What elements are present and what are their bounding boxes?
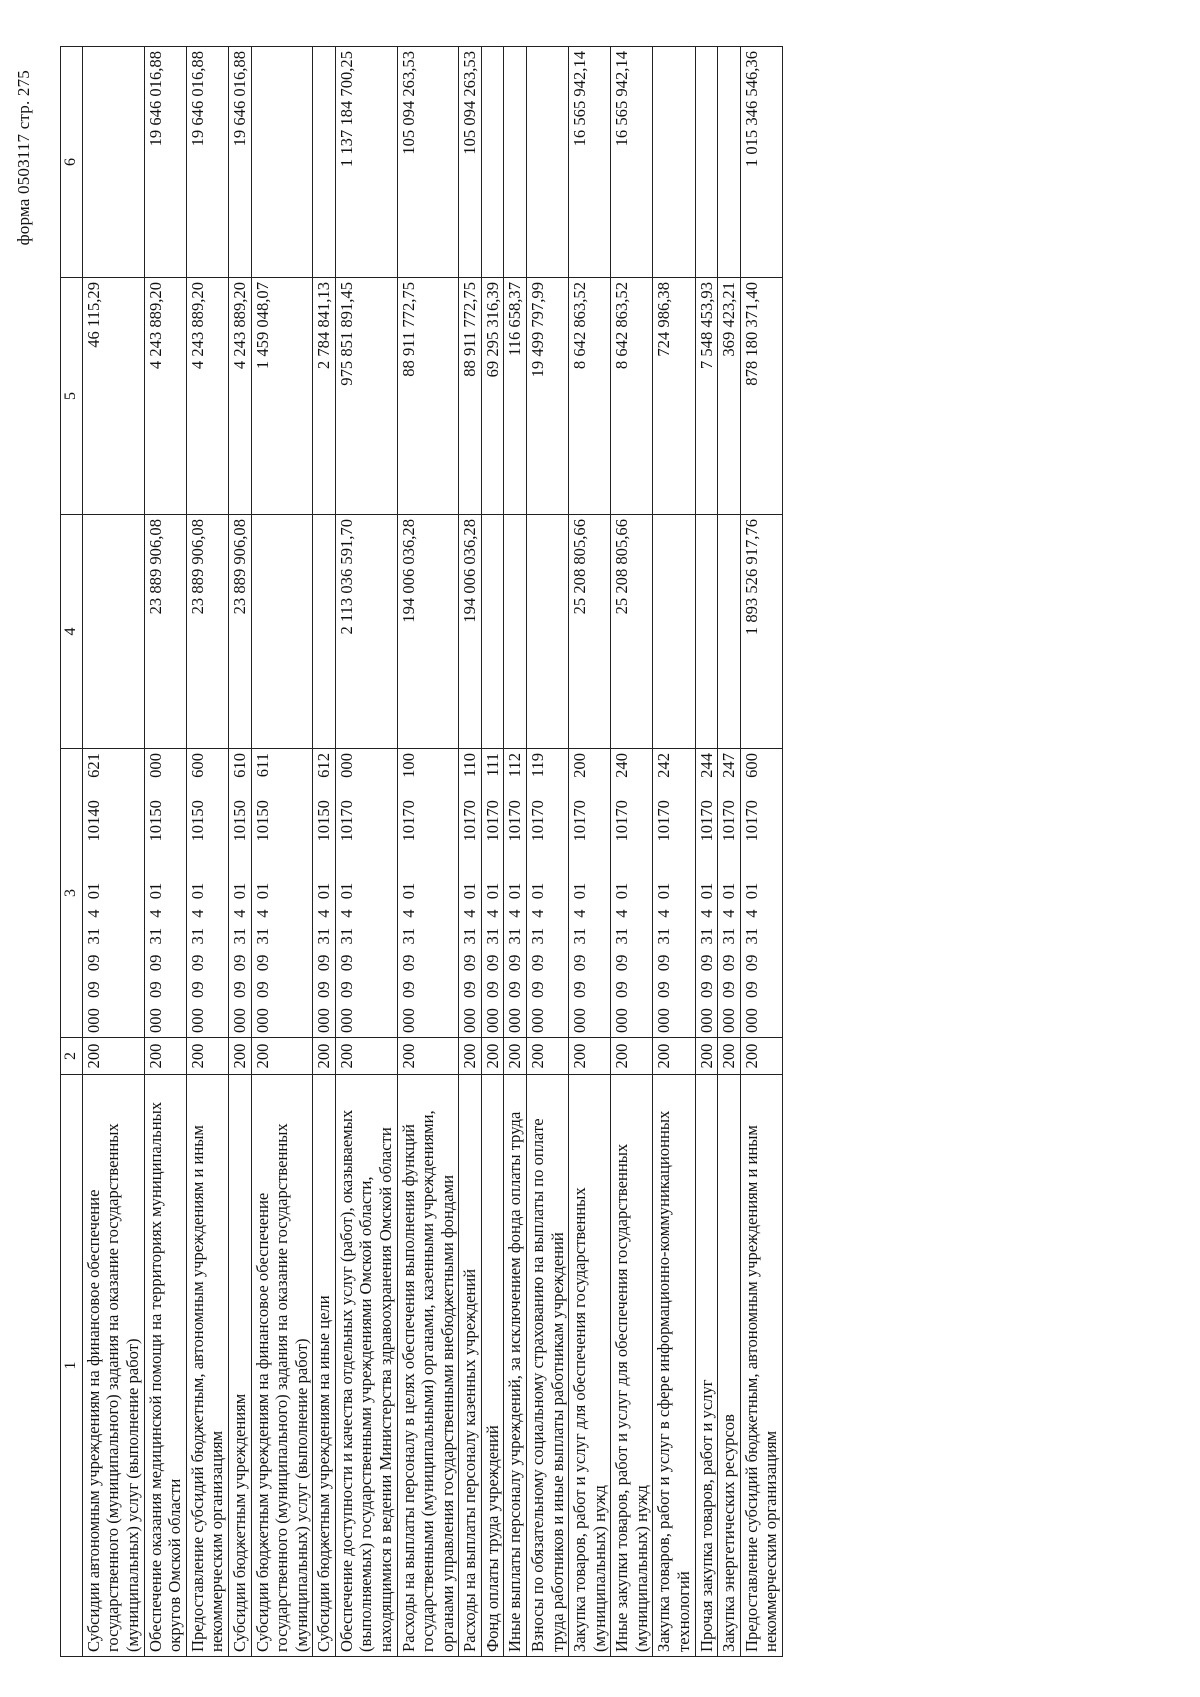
row-name: Взносы по обязательному социальному страхованию на выплаты по оплате труда работников и иные выплаты работникам учреждений [527, 1075, 569, 1657]
row-code: 200 [335, 1038, 397, 1075]
row-kbk: 000 09 09 31 4 01 [186, 846, 228, 1038]
row-unexecuted [313, 46, 336, 277]
table-row [313, 46, 336, 1656]
row-unexecuted [653, 46, 695, 277]
table-row [611, 46, 653, 1656]
row-kbk-target: 10170 [611, 787, 653, 846]
row-kbk: 000 09 09 31 4 01 [228, 846, 251, 1038]
row-approved: 2 113 036 591,70 [335, 514, 397, 748]
row-approved [82, 514, 144, 748]
row-approved: 23 889 906,08 [144, 514, 186, 748]
row-name: Предоставление субсидий бюджетным, автономным учреждениям и иным некоммерческим организациям [186, 1075, 228, 1657]
row-code: 200 [569, 1038, 611, 1075]
row-approved: 194 006 036,28 [397, 514, 459, 748]
row-executed: 4 243 889,20 [144, 277, 186, 514]
table-row [718, 46, 741, 1656]
row-kbk-type: 119 [527, 748, 569, 786]
row-unexecuted: 105 094 263,53 [397, 46, 459, 277]
row-code: 200 [397, 1038, 459, 1075]
row-kbk-type: 100 [397, 748, 459, 786]
row-kbk-type: 112 [504, 748, 527, 786]
row-unexecuted: 1 015 346 546,36 [740, 46, 782, 277]
row-unexecuted [695, 46, 718, 277]
row-name: Иные закупки товаров, работ и услуг для обеспечения государственных (муниципальных) нужд [611, 1075, 653, 1657]
row-kbk: 000 09 09 31 4 01 [611, 846, 653, 1038]
row-kbk-type: 240 [611, 748, 653, 786]
row-kbk-type: 247 [718, 748, 741, 786]
row-kbk-target: 10170 [397, 787, 459, 846]
row-kbk-type: 242 [653, 748, 695, 786]
row-kbk: 000 09 09 31 4 01 [695, 846, 718, 1038]
row-executed: 1 459 048,07 [251, 277, 313, 514]
row-kbk-type: 621 [82, 748, 144, 786]
row-executed: 8 642 863,52 [569, 277, 611, 514]
row-kbk: 000 09 09 31 4 01 [251, 846, 313, 1038]
row-approved [313, 514, 336, 748]
row-unexecuted [718, 46, 741, 277]
table-row [527, 46, 569, 1656]
form-header: форма 0503117 стр. 275 [14, 70, 33, 246]
row-kbk: 000 09 09 31 4 01 [335, 846, 397, 1038]
table-row [695, 46, 718, 1656]
column-header-2: 2 [61, 1038, 83, 1075]
row-name: Обеспечение оказания медицинской помощи на территориях муниципальных округов Омской области [144, 1075, 186, 1657]
row-unexecuted: 19 646 016,88 [144, 46, 186, 277]
table-row [251, 46, 313, 1656]
row-kbk-target: 10140 [82, 787, 144, 846]
row-name: Прочая закупка товаров, работ и услуг [695, 1075, 718, 1657]
row-executed: 369 423,21 [718, 277, 741, 514]
row-approved [695, 514, 718, 748]
row-name: Субсидии бюджетным учреждениям [228, 1075, 251, 1657]
column-header-6: 6 [61, 46, 83, 277]
row-approved [481, 514, 504, 748]
table-row [397, 46, 459, 1656]
row-kbk-type: 610 [228, 748, 251, 786]
row-kbk-type: 000 [144, 748, 186, 786]
row-executed: 4 243 889,20 [228, 277, 251, 514]
row-kbk: 000 09 09 31 4 01 [569, 846, 611, 1038]
row-approved: 1 893 526 917,76 [740, 514, 782, 748]
row-executed: 724 986,38 [653, 277, 695, 514]
row-executed: 88 911 772,75 [397, 277, 459, 514]
row-unexecuted [527, 46, 569, 277]
row-approved: 23 889 906,08 [228, 514, 251, 748]
row-approved [251, 514, 313, 748]
row-kbk: 000 09 09 31 4 01 [82, 846, 144, 1038]
row-code: 200 [228, 1038, 251, 1075]
table-row [335, 46, 397, 1656]
row-unexecuted [82, 46, 144, 277]
row-code: 200 [251, 1038, 313, 1075]
row-kbk: 000 09 09 31 4 01 [459, 846, 482, 1038]
row-name: Предоставление субсидий бюджетным, автономным учреждениям и иным некоммерческим организациям [740, 1075, 782, 1657]
table-row [740, 46, 782, 1656]
row-approved [527, 514, 569, 748]
row-unexecuted: 19 646 016,88 [186, 46, 228, 277]
row-executed: 116 658,37 [504, 277, 527, 514]
column-header-3: 3 [61, 748, 83, 1037]
row-unexecuted: 16 565 942,14 [569, 46, 611, 277]
row-kbk: 000 09 09 31 4 01 [718, 846, 741, 1038]
row-name: Субсидии бюджетным учреждениям на финансовое обеспечение государственного (муниципального) задания на оказание государственных (муниципальных) услуг (выполнение работ) [251, 1075, 313, 1657]
row-kbk: 000 09 09 31 4 01 [144, 846, 186, 1038]
table-row [82, 46, 144, 1656]
table-row [653, 46, 695, 1656]
row-unexecuted: 19 646 016,88 [228, 46, 251, 277]
table-row [186, 46, 228, 1656]
row-approved: 23 889 906,08 [186, 514, 228, 748]
row-kbk-type: 611 [251, 748, 313, 786]
row-approved [718, 514, 741, 748]
column-header-4: 4 [61, 514, 83, 748]
table-row [459, 46, 482, 1656]
row-kbk: 000 09 09 31 4 01 [504, 846, 527, 1038]
row-kbk-target: 10170 [527, 787, 569, 846]
table-row [481, 46, 504, 1656]
row-unexecuted [251, 46, 313, 277]
row-name: Фонд оплаты труда учреждений [481, 1075, 504, 1657]
row-name: Расходы на выплаты персоналу в целях обеспечения выполнения функций государственными (муниципальными) органами, казенными учреждениями, органами управления государственными внебюджетными фондами [397, 1075, 459, 1657]
row-kbk: 000 09 09 31 4 01 [527, 846, 569, 1038]
row-name: Субсидии автономным учреждениям на финансовое обеспечение государственного (муниципального) задания на оказание государственных (муниципальных) услуг (выполнение работ) [82, 1075, 144, 1657]
row-code: 200 [740, 1038, 782, 1075]
row-executed: 878 180 371,40 [740, 277, 782, 514]
row-unexecuted [481, 46, 504, 277]
row-kbk-target: 10170 [335, 787, 397, 846]
table-row [228, 46, 251, 1656]
row-kbk-target: 10150 [228, 787, 251, 846]
row-kbk: 000 09 09 31 4 01 [313, 846, 336, 1038]
row-executed: 975 851 891,45 [335, 277, 397, 514]
row-kbk-target: 10150 [251, 787, 313, 846]
row-kbk-type: 244 [695, 748, 718, 786]
row-code: 200 [527, 1038, 569, 1075]
row-executed: 4 243 889,20 [186, 277, 228, 514]
row-code: 200 [481, 1038, 504, 1075]
row-code: 200 [186, 1038, 228, 1075]
report-table [60, 46, 783, 1657]
table-row [504, 46, 527, 1656]
row-code: 200 [459, 1038, 482, 1075]
row-code: 200 [144, 1038, 186, 1075]
row-kbk-type: 600 [740, 748, 782, 786]
row-approved [653, 514, 695, 748]
row-approved: 25 208 805,66 [611, 514, 653, 748]
row-kbk-target: 10170 [481, 787, 504, 846]
row-code: 200 [718, 1038, 741, 1075]
row-name: Расходы на выплаты персоналу казенных учреждений [459, 1075, 482, 1657]
row-code: 200 [504, 1038, 527, 1075]
row-code: 200 [695, 1038, 718, 1075]
row-kbk-type: 200 [569, 748, 611, 786]
header-row [61, 46, 83, 1656]
row-name: Закупка энергетических ресурсов [718, 1075, 741, 1657]
row-unexecuted [504, 46, 527, 277]
row-executed: 46 115,29 [82, 277, 144, 514]
row-kbk-target: 10170 [569, 787, 611, 846]
row-kbk-target: 10170 [718, 787, 741, 846]
row-kbk-target: 10170 [504, 787, 527, 846]
row-kbk-type: 110 [459, 748, 482, 786]
column-header-1: 1 [61, 1075, 83, 1657]
row-unexecuted: 16 565 942,14 [611, 46, 653, 277]
row-name: Закупка товаров, работ и услуг для обеспечения государственных (муниципальных) нужд [569, 1075, 611, 1657]
row-code: 200 [313, 1038, 336, 1075]
row-executed: 2 784 841,13 [313, 277, 336, 514]
row-kbk-target: 10170 [653, 787, 695, 846]
row-code: 200 [653, 1038, 695, 1075]
row-kbk-target: 10150 [186, 787, 228, 846]
row-name: Иные выплаты персоналу учреждений, за исключением фонда оплаты труда [504, 1075, 527, 1657]
row-kbk: 000 09 09 31 4 01 [481, 846, 504, 1038]
row-kbk: 000 09 09 31 4 01 [740, 846, 782, 1038]
row-unexecuted: 105 094 263,53 [459, 46, 482, 277]
row-kbk: 000 09 09 31 4 01 [397, 846, 459, 1038]
row-name: Субсидии бюджетным учреждениям на иные цели [313, 1075, 336, 1657]
table-row [569, 46, 611, 1656]
row-name: Закупка товаров, работ и услуг в сфере информационно-коммуникационных технологий [653, 1075, 695, 1657]
row-executed: 88 911 772,75 [459, 277, 482, 514]
row-approved: 25 208 805,66 [569, 514, 611, 748]
row-approved [504, 514, 527, 748]
row-code: 200 [82, 1038, 144, 1075]
row-executed: 69 295 316,39 [481, 277, 504, 514]
row-kbk-target: 10150 [313, 787, 336, 846]
row-kbk-type: 111 [481, 748, 504, 786]
row-code: 200 [611, 1038, 653, 1075]
row-name: Обеспечение доступности и качества отдельных услуг (работ), оказываемых (выполняемых) государственными учреждениями Омской области, находящимися в ведении Министерства здравоохранения Омской области [335, 1075, 397, 1657]
row-kbk-type: 612 [313, 748, 336, 786]
row-executed: 8 642 863,52 [611, 277, 653, 514]
row-kbk-type: 000 [335, 748, 397, 786]
row-kbk-target: 10170 [459, 787, 482, 846]
row-kbk-target: 10170 [695, 787, 718, 846]
row-approved: 194 006 036,28 [459, 514, 482, 748]
table-row [144, 46, 186, 1656]
row-kbk-target: 10170 [740, 787, 782, 846]
row-unexecuted: 1 137 184 700,25 [335, 46, 397, 277]
row-kbk-target: 10150 [144, 787, 186, 846]
row-kbk: 000 09 09 31 4 01 [653, 846, 695, 1038]
row-executed: 7 548 453,93 [695, 277, 718, 514]
row-executed: 19 499 797,99 [527, 277, 569, 514]
column-header-5: 5 [61, 277, 83, 514]
row-kbk-type: 600 [186, 748, 228, 786]
